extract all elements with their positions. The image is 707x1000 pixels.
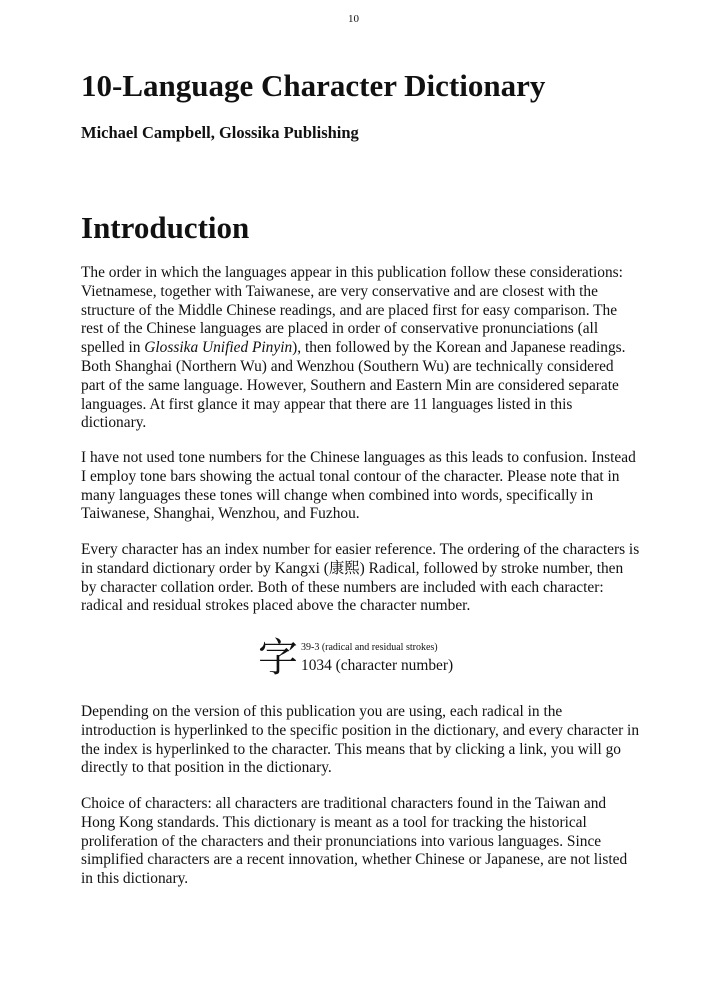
paragraph-choice-of-characters <box>81 795 641 889</box>
italic-term: Glossika Unified Pinyin <box>144 339 293 357</box>
paragraph-tone-bars <box>81 449 641 524</box>
paragraph-text: Depending on the version of this publication you are using, each radical in the introduction is hyperlinked to the specific position in the dictionary, and every character in the index is hyperlinked to the character. This means that by clicking a link, you will go directly to that position in the dictionary. <box>81 703 640 777</box>
document-author: Michael Campbell, Glossika Publishing <box>81 123 359 142</box>
character-example <box>258 636 518 684</box>
paragraph-hyperlinks <box>81 703 641 778</box>
page-number: 10 <box>348 13 359 25</box>
paragraph-text: The order in which the languages appear in this publication follow these considerations: Vietnamese, together with Taiwanese, are very conservative and are closest with the structure of the Middle Chinese readings, and are placed first for easy comparison. The rest of the Chinese languages are placed in order of conservative pronunciations (all spelled in <box>81 264 623 357</box>
example-number-label: 1034 (character number) <box>301 657 454 674</box>
paragraph-language-order <box>81 264 641 433</box>
example-strokes-label: 39-3 (radical and residual strokes) <box>301 642 438 653</box>
paragraph-text: Choice of characters: all characters are traditional characters found in the Taiwan and Hong Kong standards. This dictionary is meant as a tool for tracking the historical proliferation of the characters and their pronunciations into various languages. Since simplified characters are a recent innovation, whether Chinese or Japanese, are not listed in this dictionary. <box>81 795 628 888</box>
section-heading-introduction: Introduction <box>81 210 250 245</box>
example-character: 字 <box>258 635 298 681</box>
paragraph-text: Every character has an index number for easier reference. The ordering of the characters is in standard dictionary order by Kangxi (康熙) Radical, followed by stroke number, then by character collation order. Both of these numbers are included with each character: radical and residual strokes placed above the character number. <box>81 541 640 615</box>
document-title: 10-Language Character Dictionary <box>81 68 546 103</box>
paragraph-text: ), then followed by the Korean and Japanese readings. Both Shanghai (Northern Wu) and Wenzhou (Southern Wu) are technically considered part of the same language. However, Southern and Eastern Min are considered separate languages. At first glance it may appear that there are 11 languages listed in this dictionary. <box>81 339 626 432</box>
paragraph-index-numbers <box>81 541 641 616</box>
paragraph-text: I have not used tone numbers for the Chinese languages as this leads to confusion. Instead I employ tone bars showing the actual tonal contour of the character. Please note that in many languages these tones will change when combined into words, specifically in Taiwanese, Shanghai, Wenzhou, and Fuzhou. <box>81 449 636 523</box>
